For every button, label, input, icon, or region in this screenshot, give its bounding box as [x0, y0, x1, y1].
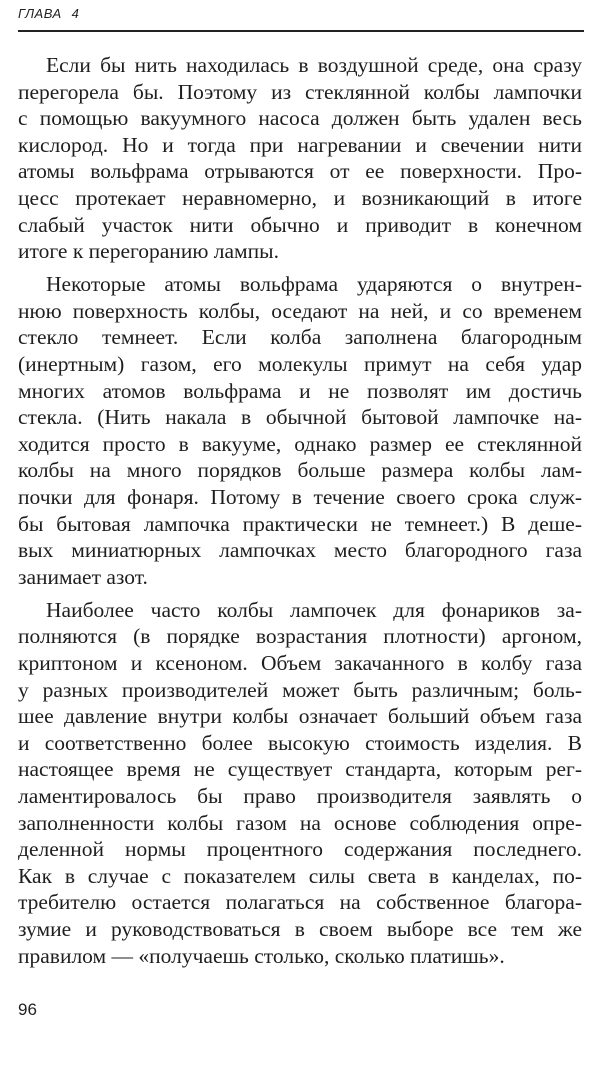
text-line: настоящее время не существует стандарта, которым рег- — [18, 757, 582, 782]
text-line: почки для фонаря. Потому в течение своего срока служ- — [18, 485, 582, 509]
text-line: нюю поверхность колбы, оседают на ней, и со временем — [18, 298, 582, 323]
text-line: колбы на много порядков больше размера колбы лам- — [18, 458, 582, 483]
text-line: итоге к перегоранию лампы. — [18, 239, 279, 264]
text-line: кислород. Но и тогда при нагревании и свечении нити — [18, 132, 582, 157]
text-line: заполненности колбы газом на основе соблюдения опре- — [18, 810, 582, 835]
text-line: Как в случае с показателем силы света в канделах, по- — [18, 863, 582, 888]
text-line: зумие и руководствоваться в своем выборе все тем же — [18, 917, 582, 941]
text-line: шее давление внутри колбы означает больший объем газа — [18, 704, 582, 729]
text-line: перегорела бы. Поэтому из стеклянной колбы лампочки — [18, 79, 582, 104]
text-line: с помощью вакуумного насоса должен быть удален весь — [18, 106, 582, 131]
text-line: (инертным) газом, его молекулы примут на себя удар — [18, 352, 582, 377]
text-line: многих атомов вольфрама и не позволят им достичь — [18, 378, 582, 403]
text-line: стекло темнеет. Если колба заполнена благородным — [18, 325, 582, 350]
paragraph — [18, 597, 582, 969]
text-line: цесс протекает неравномерно, и возникающий в итоге — [18, 185, 582, 210]
text-line: ламентировалось бы право производителя заявлять о — [18, 784, 582, 809]
text-line: Если бы нить находилась в воздушной среде, она сразу — [46, 53, 582, 77]
text-line: и соответственно более высокую стоимость изделия. В — [18, 730, 582, 755]
header-rule — [18, 30, 584, 32]
text-line: стекла. (Нить накала в обычной бытовой лампочке на- — [18, 405, 582, 430]
page-body — [18, 52, 582, 976]
text-line: ходится просто в вакууме, однако размер ее стеклянной — [18, 431, 582, 456]
text-line: слабый участок нити обычно и приводит в конечном — [18, 212, 582, 237]
text-line: Некоторые атомы вольфрама ударяются о внутрен- — [46, 272, 582, 297]
text-line: Наиболее часто колбы лампочек для фонариков за- — [46, 597, 582, 622]
text-line: криптоном и ксеноном. Объем закачанного в колбу газа — [18, 651, 582, 676]
text-line: правилом — «получаешь столько, сколько платишь». — [18, 943, 505, 968]
text-line: полняются (в порядке возрастания плотности) аргоном, — [18, 624, 582, 649]
text-line: вых миниатюрных лампочках место благородного газа — [18, 538, 582, 563]
running-header — [18, 6, 79, 21]
paragraph — [18, 52, 582, 265]
text-line: деленной нормы процентного содержания последнего. — [18, 837, 582, 862]
chapter-number: 4 — [71, 6, 80, 21]
text-line: атомы вольфрама отрываются от ее поверхности. Про- — [18, 159, 582, 184]
text-line: занимает азот. — [18, 564, 148, 589]
text-line: бы бытовая лампочка практически не темнеет.) В дешe- — [18, 511, 582, 536]
text-line: требителю остается полагаться на собственное благора- — [18, 890, 582, 915]
paragraph — [18, 271, 582, 590]
text-line: у разных производителей может быть различным; боль- — [18, 677, 582, 702]
chapter-label: ГЛАВА — [18, 6, 62, 21]
page-number: 96 — [18, 1000, 37, 1019]
